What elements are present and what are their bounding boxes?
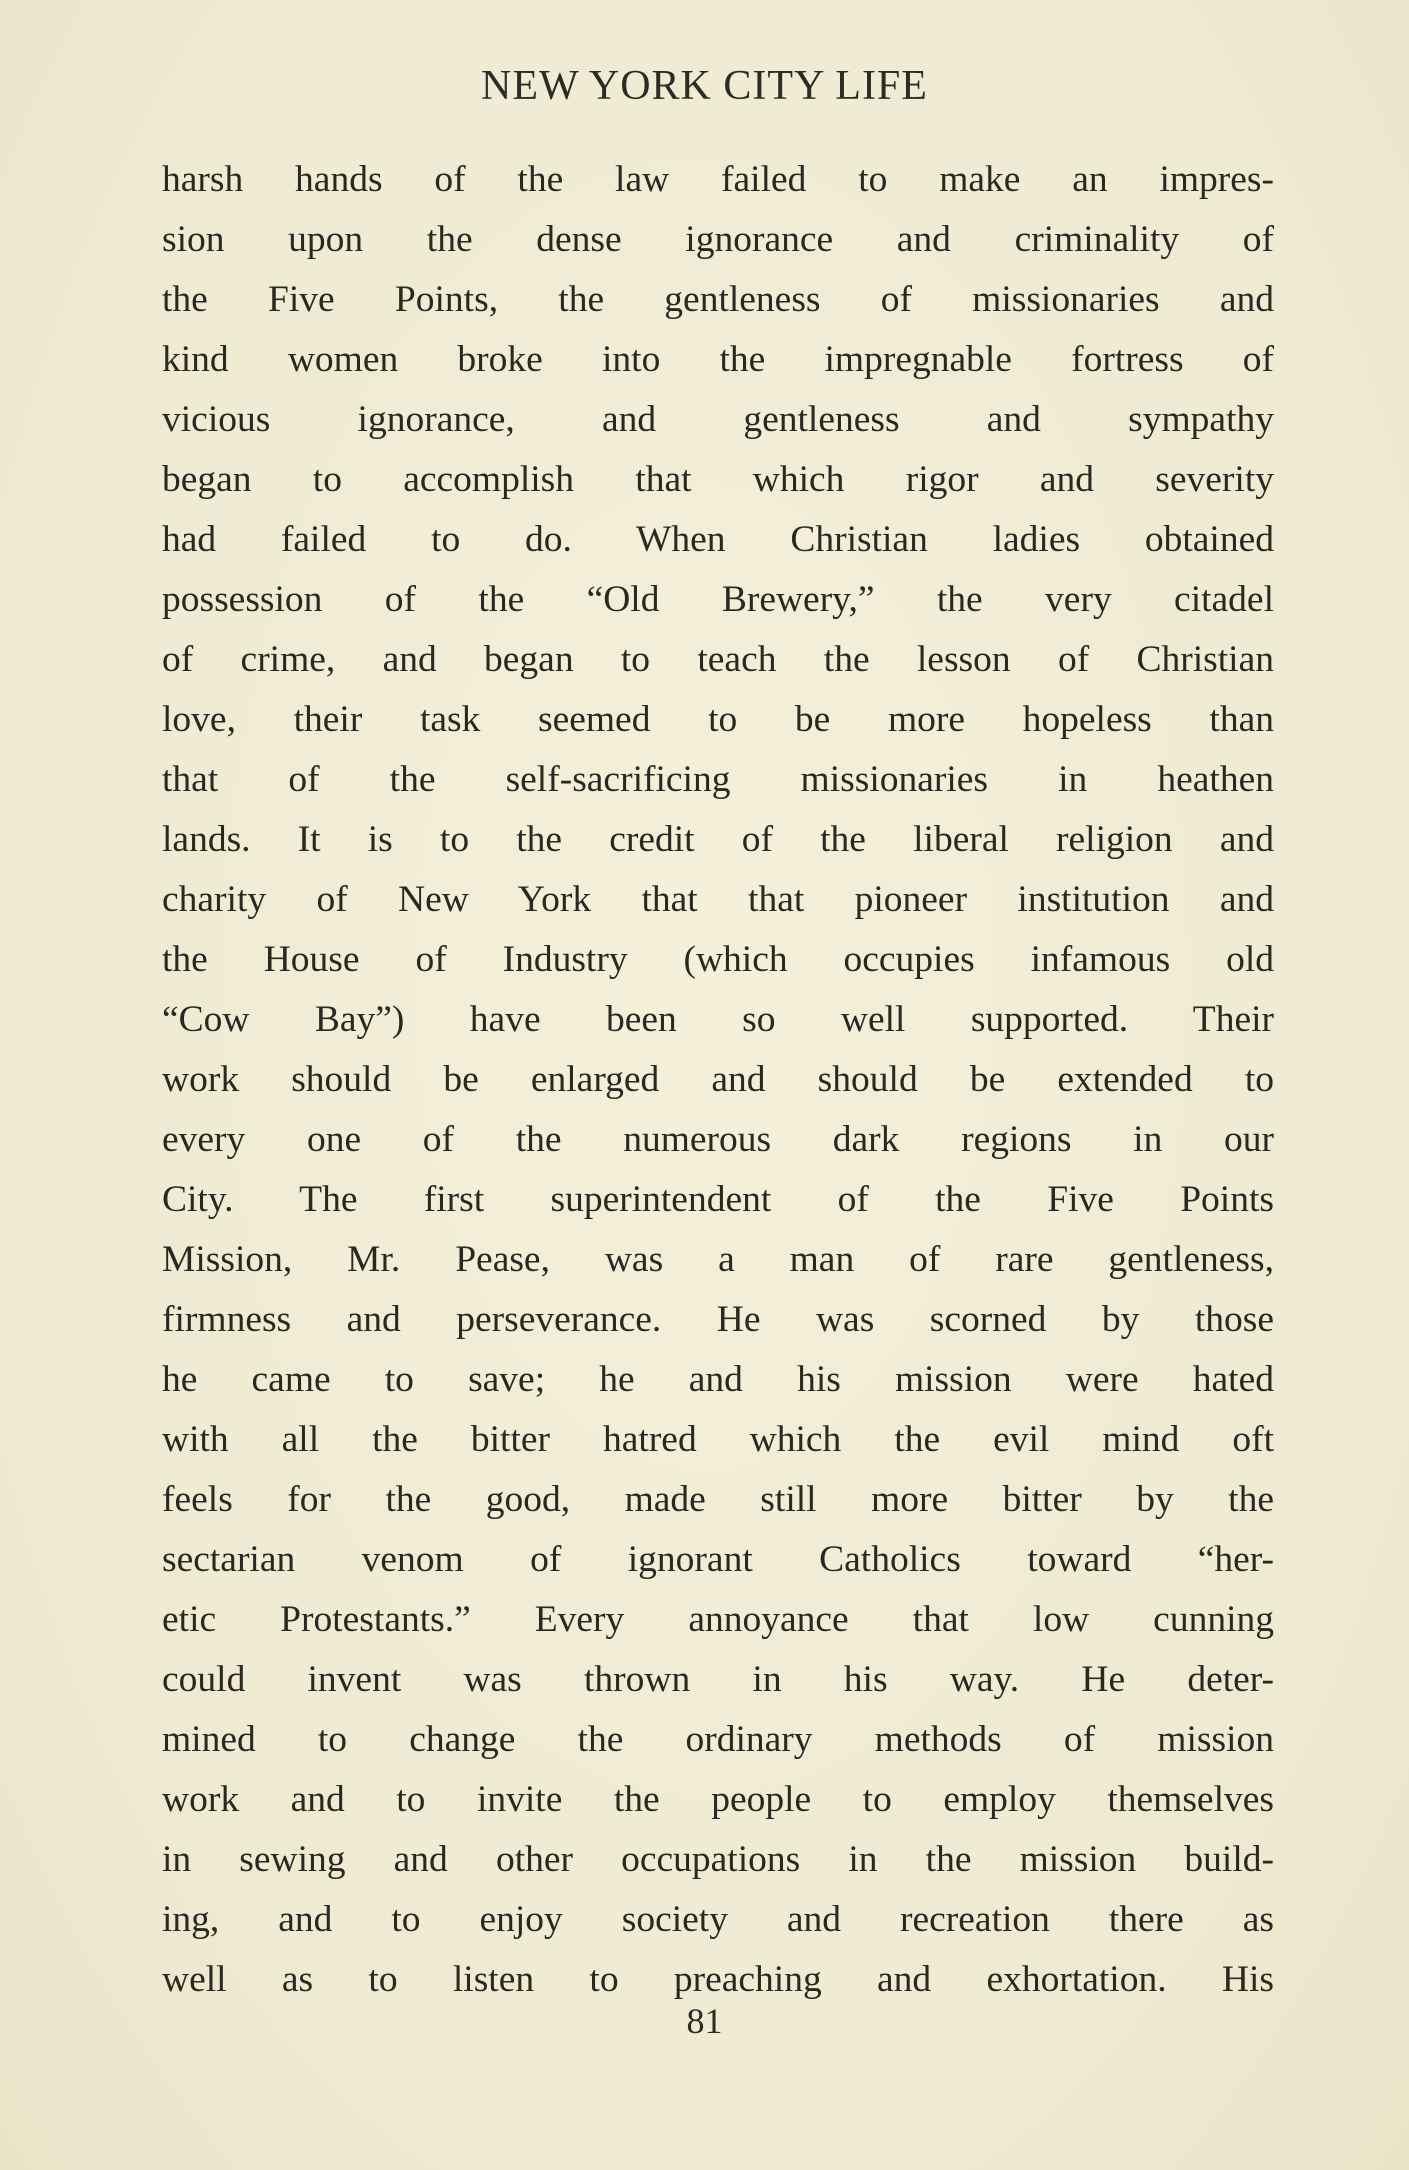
text-line: could invent was thrown in his way. He deter- (162, 1659, 1274, 1700)
text-line: with all the bitter hatred which the evil mind oft (162, 1419, 1274, 1460)
text-line: firmness and perseverance. He was scorned by those (162, 1299, 1274, 1340)
text-line: work and to invite the people to employ themselves (162, 1779, 1274, 1820)
text-line: kind women broke into the impregnable fortress of (162, 339, 1274, 380)
text-line: that of the self-sacrificing missionaries in heathen (162, 759, 1274, 800)
text-line: had failed to do. When Christian ladies obtained (162, 519, 1274, 560)
text-line: charity of New York that that pioneer institution and (162, 879, 1274, 920)
text-line: Mission, Mr. Pease, was a man of rare gentleness, (162, 1239, 1274, 1280)
text-line: love, their task seemed to be more hopeless than (162, 699, 1274, 740)
body-text (162, 150, 1274, 2010)
text-line: City. The first superintendent of the Five Points (162, 1179, 1274, 1220)
text-line: he came to save; he and his mission were hated (162, 1359, 1274, 1400)
text-line: every one of the numerous dark regions in our (162, 1119, 1274, 1160)
text-line: in sewing and other occupations in the mission build- (162, 1839, 1274, 1880)
text-line: feels for the good, made still more bitter by the (162, 1479, 1274, 1520)
text-line: of crime, and began to teach the lesson of Christian (162, 639, 1274, 680)
text-line: well as to listen to preaching and exhortation. His (162, 1959, 1274, 2000)
text-line: began to accomplish that which rigor and severity (162, 459, 1274, 500)
text-line: work should be enlarged and should be extended to (162, 1059, 1274, 1100)
page-number: 81 (686, 2001, 723, 2041)
text-line: the Five Points, the gentleness of missionaries and (162, 279, 1274, 320)
text-line: vicious ignorance, and gentleness and sympathy (162, 399, 1274, 440)
text-line: sion upon the dense ignorance and criminality of (162, 219, 1274, 260)
text-line: lands. It is to the credit of the liberal religion and (162, 819, 1274, 860)
running-head: NEW YORK CITY LIFE (481, 63, 928, 109)
text-line: the House of Industry (which occupies infamous old (162, 939, 1274, 980)
text-line: ing, and to enjoy society and recreation there as (162, 1899, 1274, 1940)
text-line: harsh hands of the law failed to make an impres- (162, 159, 1274, 200)
text-line: mined to change the ordinary methods of mission (162, 1719, 1274, 1760)
text-line: etic Protestants.” Every annoyance that low cunning (162, 1599, 1274, 1640)
text-line: possession of the “Old Brewery,” the very citadel (162, 579, 1274, 620)
text-line: sectarian venom of ignorant Catholics toward “her- (162, 1539, 1274, 1580)
text-line: “Cow Bay”) have been so well supported. Their (162, 999, 1274, 1040)
